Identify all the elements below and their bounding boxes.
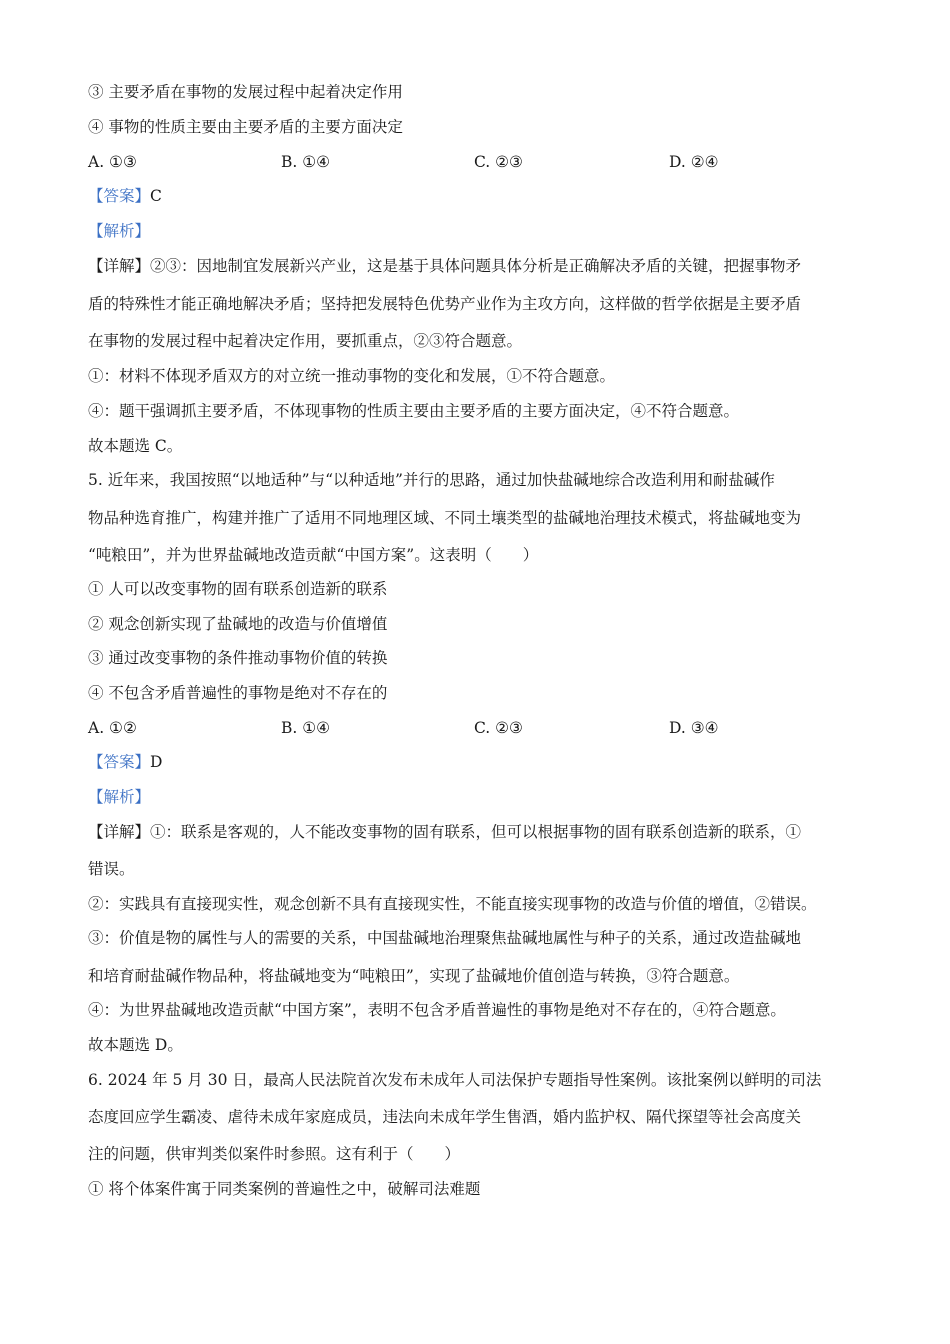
q5-statement-4: ④ 不包含矛盾普遍性的事物是绝对不存在的 (88, 684, 388, 702)
q6-stem-line: 注的问题，供审判类似案件时参照。这有利于（ ） (88, 1145, 461, 1163)
q6-stem-line: 6. 2024 年 5 月 30 日，最高人民法院首次发布未成年人司法保护专题指导性案例。该批案例以鲜明的司法 (88, 1071, 822, 1089)
q4-statement-4: ④ 事物的性质主要由主要矛盾的主要方面决定 (88, 118, 403, 136)
q4-option-d: D. ②④ (669, 153, 719, 171)
q4-detail-line: ④：题干强调抓主要矛盾，不体现事物的性质主要由主要矛盾的主要方面决定，④不符合题意。 (88, 402, 740, 420)
q5-detail-line: 【详解】①：联系是客观的，人不能改变事物的固有联系，但可以根据事物的固有联系创造新的联系，① (88, 823, 802, 841)
q4-detail-line: 【详解】②③：因地制宜发展新兴产业，这是基于具体问题具体分析是正确解决矛盾的关键，把握事物矛 (88, 257, 802, 275)
q4-analysis-label: 【解析】 (88, 222, 151, 240)
q5-detail-line: 错误。 (88, 860, 135, 878)
q5-statement-1: ① 人可以改变事物的固有联系创造新的联系 (88, 580, 388, 598)
q5-option-b: B. ①④ (281, 719, 331, 737)
q5-answer (88, 752, 878, 772)
q5-detail-line: 和培育耐盐碱作物品种，将盐碱地变为“吨粮田”，实现了盐碱地价值创造与转换，③符合题意。 (88, 967, 740, 985)
q4-option-b: B. ①④ (281, 153, 331, 171)
q5-stem-line: 物品种选育推广，构建并推广了适用不同地理区域、不同土壤类型的盐碱地治理技术模式，将盐碱地变为 (88, 509, 802, 527)
q5-analysis-label: 【解析】 (88, 788, 151, 806)
q4-detail-line: 盾的特殊性才能正确地解决矛盾；坚持把发展特色优势产业作为主攻方向，这样做的哲学依据是主要矛盾 (88, 295, 802, 313)
q4-option-a: A. ①③ (88, 153, 137, 171)
q4-conclusion: 故本题选 C。 (88, 437, 183, 455)
q6-statement-1: ① 将个体案件寓于同类案例的普遍性之中，破解司法难题 (88, 1180, 481, 1198)
q5-statement-2: ② 观念创新实现了盐碱地的改造与价值增值 (88, 615, 388, 633)
q5-option-d: D. ③④ (669, 719, 719, 737)
q4-option-c: C. ②③ (474, 153, 523, 171)
q4-answer-value: C (150, 187, 162, 205)
q6-stem-line: 态度回应学生霸凌、虐待未成年家庭成员，违法向未成年学生售酒，婚内监护权、隔代探望等社会高度关 (88, 1108, 802, 1126)
q5-statement-3: ③ 通过改变事物的条件推动事物价值的转换 (88, 649, 388, 667)
q4-detail-line: 在事物的发展过程中起着决定作用，要抓重点，②③符合题意。 (88, 332, 523, 350)
q5-answer-label: 【答案】 (88, 753, 151, 771)
q5-detail-line: ②：实践具有直接现实性，观念创新不具有直接现实性，不能直接实现事物的改造与价值的增值，②错误。 (88, 895, 817, 913)
q5-answer-value: D (150, 753, 163, 771)
q5-detail-line: ④：为世界盐碱地改造贡献“中国方案”，表明不包含矛盾普遍性的事物是绝对不存在的，④符合题意。 (88, 1001, 786, 1019)
q5-stem-line: 5. 近年来，我国按照“以地适种”与“以种适地”并行的思路，通过加快盐碱地综合改造利用和耐盐碱作 (88, 471, 775, 489)
q5-conclusion: 故本题选 D。 (88, 1036, 183, 1054)
q5-detail-line: ③：价值是物的属性与人的需要的关系，中国盐碱地治理聚焦盐碱地属性与种子的关系，通过改造盐碱地 (88, 929, 802, 947)
q4-statement-3: ③ 主要矛盾在事物的发展过程中起着决定作用 (88, 83, 403, 101)
q4-answer-label: 【答案】 (88, 187, 151, 205)
q5-option-a: A. ①② (88, 719, 137, 737)
q5-option-c: C. ②③ (474, 719, 523, 737)
q5-stem-line: “吨粮田”，并为世界盐碱地改造贡献“中国方案”。这表明（ ） (88, 546, 539, 564)
q4-answer (88, 186, 878, 206)
q4-detail-line: ①：材料不体现矛盾双方的对立统一推动事物的变化和发展，①不符合题意。 (88, 367, 616, 385)
